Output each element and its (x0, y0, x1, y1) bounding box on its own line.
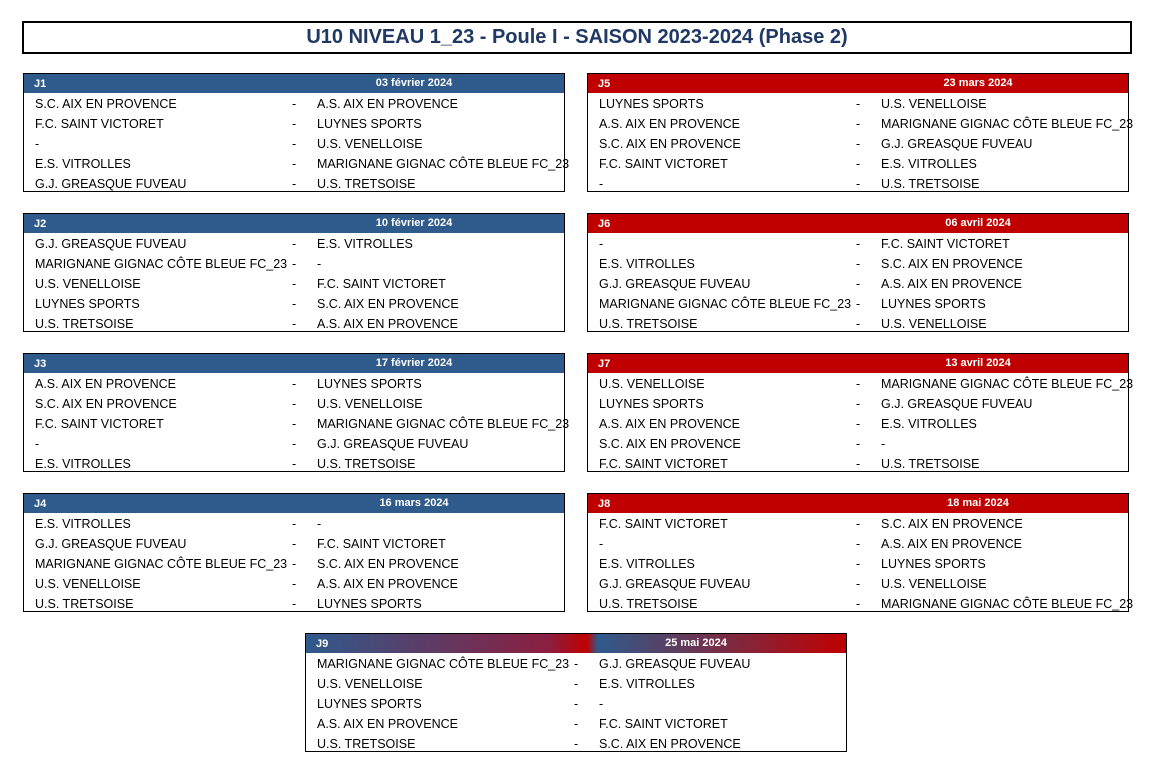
home-team: - (599, 537, 604, 551)
away-team: - (599, 697, 604, 711)
match-list (306, 653, 846, 754)
away-team: F.C. SAINT VICTORET (599, 717, 728, 731)
round-code: J4 (34, 498, 47, 510)
round-j4 (23, 493, 565, 612)
match-separator: - (856, 397, 861, 411)
away-team: LUYNES SPORTS (317, 597, 422, 611)
home-team: E.S. VITROLLES (35, 157, 131, 171)
match-list (588, 373, 1134, 474)
match-row (588, 314, 1128, 334)
home-team: G.J. GREASQUE FUVEAU (599, 577, 751, 591)
match-row (306, 694, 846, 714)
away-team: S.C. AIX EN PROVENCE (317, 557, 459, 571)
match-separator: - (856, 417, 861, 431)
round-code: J1 (34, 78, 47, 90)
home-team: - (35, 437, 40, 451)
match-separator: - (574, 697, 579, 711)
match-row (24, 314, 564, 334)
away-team: F.C. SAINT VICTORET (317, 277, 446, 291)
match-separator: - (856, 317, 861, 331)
match-row (588, 574, 1128, 594)
away-team: G.J. GREASQUE FUVEAU (317, 437, 469, 451)
away-team: MARIGNANE GIGNAC CÔTE BLEUE FC_23 (881, 377, 1134, 391)
away-team: LUYNES SPORTS (317, 377, 422, 391)
home-team: MARIGNANE GIGNAC CÔTE BLEUE FC_23 (35, 257, 288, 271)
home-team: F.C. SAINT VICTORET (35, 417, 164, 431)
match-row (588, 154, 1128, 174)
match-row (24, 134, 564, 154)
match-row (24, 414, 570, 434)
match-separator: - (856, 277, 861, 291)
match-separator: - (574, 717, 579, 731)
home-team: MARIGNANE GIGNAC CÔTE BLEUE FC_23 (317, 657, 570, 671)
match-separator: - (574, 737, 579, 751)
home-team: LUYNES SPORTS (599, 97, 704, 111)
home-team: LUYNES SPORTS (35, 297, 140, 311)
round-j1 (23, 73, 570, 192)
round-code: J7 (598, 358, 611, 370)
home-team: G.J. GREASQUE FUVEAU (35, 237, 187, 251)
home-team: U.S. TRETSOISE (35, 597, 134, 611)
match-row (24, 94, 564, 114)
match-separator: - (292, 177, 297, 191)
home-team: A.S. AIX EN PROVENCE (35, 377, 177, 391)
match-separator: - (292, 97, 297, 111)
away-team: S.C. AIX EN PROVENCE (317, 297, 459, 311)
match-row (24, 274, 564, 294)
match-row (24, 394, 564, 414)
match-separator: - (292, 597, 297, 611)
away-team: A.S. AIX EN PROVENCE (881, 277, 1023, 291)
home-team: U.S. TRETSOISE (35, 317, 134, 331)
home-team: LUYNES SPORTS (599, 397, 704, 411)
match-row (24, 594, 564, 614)
match-list (588, 513, 1134, 614)
home-team: LUYNES SPORTS (317, 697, 422, 711)
match-row (306, 654, 846, 674)
match-row (588, 294, 1128, 314)
round-j6 (587, 213, 1129, 332)
home-team: E.S. VITROLLES (599, 557, 695, 571)
match-separator: - (292, 417, 297, 431)
home-team: MARIGNANE GIGNAC CÔTE BLEUE FC_23 (599, 297, 852, 311)
round-code: J9 (316, 638, 329, 650)
match-separator: - (856, 137, 861, 151)
home-team: F.C. SAINT VICTORET (35, 117, 164, 131)
match-row (588, 174, 1128, 194)
home-team: E.S. VITROLLES (599, 257, 695, 271)
round-date: 18 mai 2024 (947, 497, 1009, 509)
match-list (24, 233, 564, 334)
match-row (24, 254, 564, 274)
away-team: E.S. VITROLLES (317, 237, 413, 251)
home-team: - (599, 177, 604, 191)
round-header (306, 634, 846, 653)
home-team: S.C. AIX EN PROVENCE (599, 437, 741, 451)
round-date: 25 mai 2024 (665, 637, 727, 649)
away-team: U.S. VENELLOISE (881, 317, 987, 331)
away-team: U.S. VENELLOISE (317, 397, 423, 411)
match-separator: - (856, 457, 861, 471)
match-separator: - (574, 657, 579, 671)
away-team: MARIGNANE GIGNAC CÔTE BLEUE FC_23 (881, 117, 1134, 131)
match-row (588, 534, 1128, 554)
away-team: U.S. VENELLOISE (881, 97, 987, 111)
round-code: J5 (598, 78, 611, 90)
round-j8 (587, 493, 1134, 612)
round-code: J3 (34, 358, 47, 370)
match-separator: - (856, 577, 861, 591)
match-separator: - (292, 397, 297, 411)
match-separator: - (856, 157, 861, 171)
away-team: U.S. TRETSOISE (317, 177, 416, 191)
away-team: U.S. TRETSOISE (317, 457, 416, 471)
away-team: S.C. AIX EN PROVENCE (881, 517, 1023, 531)
home-team: U.S. TRETSOISE (317, 737, 416, 751)
away-team: MARIGNANE GIGNAC CÔTE BLEUE FC_23 (881, 597, 1134, 611)
home-team: S.C. AIX EN PROVENCE (35, 97, 177, 111)
match-row (588, 134, 1128, 154)
away-team: U.S. VENELLOISE (881, 577, 987, 591)
away-team: F.C. SAINT VICTORET (317, 537, 446, 551)
match-separator: - (856, 437, 861, 451)
match-separator: - (292, 157, 297, 171)
match-row (588, 234, 1128, 254)
match-row (588, 594, 1134, 614)
match-row (588, 254, 1128, 274)
home-team: U.S. VENELLOISE (35, 577, 141, 591)
home-team: U.S. VENELLOISE (35, 277, 141, 291)
round-header (24, 494, 564, 513)
home-team: F.C. SAINT VICTORET (599, 457, 728, 471)
match-row (24, 114, 564, 134)
away-team: A.S. AIX EN PROVENCE (317, 577, 459, 591)
match-row (24, 294, 564, 314)
round-header (24, 214, 564, 233)
match-row (24, 554, 564, 574)
round-code: J6 (598, 218, 611, 230)
round-date: 16 mars 2024 (379, 497, 449, 509)
away-team: MARIGNANE GIGNAC CÔTE BLEUE FC_23 (317, 157, 570, 171)
home-team: U.S. VENELLOISE (599, 377, 705, 391)
home-team: A.S. AIX EN PROVENCE (599, 117, 741, 131)
away-team: MARIGNANE GIGNAC CÔTE BLEUE FC_23 (317, 417, 570, 431)
match-row (588, 274, 1128, 294)
match-separator: - (292, 537, 297, 551)
away-team: A.S. AIX EN PROVENCE (317, 317, 459, 331)
match-separator: - (856, 557, 861, 571)
match-row (306, 674, 846, 694)
round-header (588, 354, 1128, 373)
round-header (24, 354, 564, 373)
match-separator: - (856, 257, 861, 271)
match-row (24, 454, 564, 474)
match-row (306, 714, 846, 734)
home-team: E.S. VITROLLES (35, 457, 131, 471)
match-list (24, 373, 570, 474)
match-separator: - (292, 517, 297, 531)
match-separator: - (292, 437, 297, 451)
home-team: U.S. VENELLOISE (317, 677, 423, 691)
home-team: - (599, 237, 604, 251)
match-separator: - (292, 297, 297, 311)
away-team: E.S. VITROLLES (881, 157, 977, 171)
home-team: U.S. TRETSOISE (599, 317, 698, 331)
round-date: 13 avril 2024 (945, 357, 1011, 369)
away-team: G.J. GREASQUE FUVEAU (881, 137, 1033, 151)
match-separator: - (856, 297, 861, 311)
match-row (588, 414, 1128, 434)
round-j5 (587, 73, 1134, 192)
match-separator: - (292, 237, 297, 251)
home-team: E.S. VITROLLES (35, 517, 131, 531)
match-list (24, 93, 570, 194)
away-team: E.S. VITROLLES (599, 677, 695, 691)
away-team: F.C. SAINT VICTORET (881, 237, 1010, 251)
match-row (24, 174, 564, 194)
match-row (588, 94, 1128, 114)
match-row (24, 234, 564, 254)
away-team: G.J. GREASQUE FUVEAU (881, 397, 1033, 411)
home-team: F.C. SAINT VICTORET (599, 157, 728, 171)
match-row (588, 394, 1128, 414)
away-team: LUYNES SPORTS (317, 117, 422, 131)
match-separator: - (292, 117, 297, 131)
home-team: - (35, 137, 40, 151)
home-team: A.S. AIX EN PROVENCE (599, 417, 741, 431)
away-team: G.J. GREASQUE FUVEAU (599, 657, 751, 671)
match-list (588, 93, 1134, 194)
round-j2 (23, 213, 565, 332)
match-row (588, 554, 1128, 574)
match-row (588, 374, 1134, 394)
home-team: G.J. GREASQUE FUVEAU (599, 277, 751, 291)
round-date: 06 avril 2024 (945, 217, 1011, 229)
match-row (588, 434, 1128, 454)
away-team: - (317, 257, 322, 271)
away-team: E.S. VITROLLES (881, 417, 977, 431)
home-team: S.C. AIX EN PROVENCE (599, 137, 741, 151)
match-row (588, 114, 1134, 134)
round-header (588, 214, 1128, 233)
match-separator: - (292, 377, 297, 391)
match-separator: - (856, 177, 861, 191)
match-row (24, 434, 564, 454)
away-team: U.S. TRETSOISE (881, 177, 980, 191)
match-row (24, 514, 564, 534)
home-team: MARIGNANE GIGNAC CÔTE BLEUE FC_23 (35, 557, 288, 571)
match-separator: - (292, 137, 297, 151)
away-team: A.S. AIX EN PROVENCE (317, 97, 459, 111)
away-team: LUYNES SPORTS (881, 557, 986, 571)
round-code: J8 (598, 498, 611, 510)
page-title: U10 NIVEAU 1_23 - Poule I - SAISON 2023-2024 (Phase 2) (22, 21, 1132, 54)
round-j9 (305, 633, 847, 752)
match-row (24, 574, 564, 594)
home-team: G.J. GREASQUE FUVEAU (35, 537, 187, 551)
away-team: U.S. TRETSOISE (881, 457, 980, 471)
match-separator: - (856, 537, 861, 551)
match-row (24, 374, 564, 394)
round-date: 23 mars 2024 (943, 77, 1013, 89)
round-date: 03 février 2024 (375, 77, 453, 89)
away-team: S.C. AIX EN PROVENCE (881, 257, 1023, 271)
away-team: LUYNES SPORTS (881, 297, 986, 311)
match-separator: - (292, 557, 297, 571)
match-separator: - (856, 237, 861, 251)
match-row (588, 514, 1128, 534)
home-team: U.S. TRETSOISE (599, 597, 698, 611)
match-row (588, 454, 1128, 474)
match-separator: - (292, 457, 297, 471)
home-team: S.C. AIX EN PROVENCE (35, 397, 177, 411)
match-list (588, 233, 1128, 334)
home-team: G.J. GREASQUE FUVEAU (35, 177, 187, 191)
round-j7 (587, 353, 1134, 472)
away-team: - (881, 437, 886, 451)
round-header (588, 74, 1128, 93)
match-separator: - (856, 97, 861, 111)
match-separator: - (292, 277, 297, 291)
match-separator: - (292, 317, 297, 331)
match-separator: - (574, 677, 579, 691)
match-separator: - (856, 117, 861, 131)
away-team: A.S. AIX EN PROVENCE (881, 537, 1023, 551)
match-list (24, 513, 564, 614)
away-team: S.C. AIX EN PROVENCE (599, 737, 741, 751)
round-code: J2 (34, 218, 47, 230)
round-date: 10 février 2024 (375, 217, 453, 229)
match-separator: - (856, 597, 861, 611)
round-header (588, 494, 1128, 513)
match-row (24, 154, 570, 174)
home-team: F.C. SAINT VICTORET (599, 517, 728, 531)
round-header (24, 74, 564, 93)
round-date: 17 février 2024 (375, 357, 453, 369)
match-separator: - (856, 517, 861, 531)
round-j3 (23, 353, 570, 472)
match-separator: - (856, 377, 861, 391)
match-row (24, 534, 564, 554)
away-team: U.S. VENELLOISE (317, 137, 423, 151)
home-team: A.S. AIX EN PROVENCE (317, 717, 459, 731)
match-separator: - (292, 577, 297, 591)
match-row (306, 734, 846, 754)
match-separator: - (292, 257, 297, 271)
away-team: - (317, 517, 322, 531)
